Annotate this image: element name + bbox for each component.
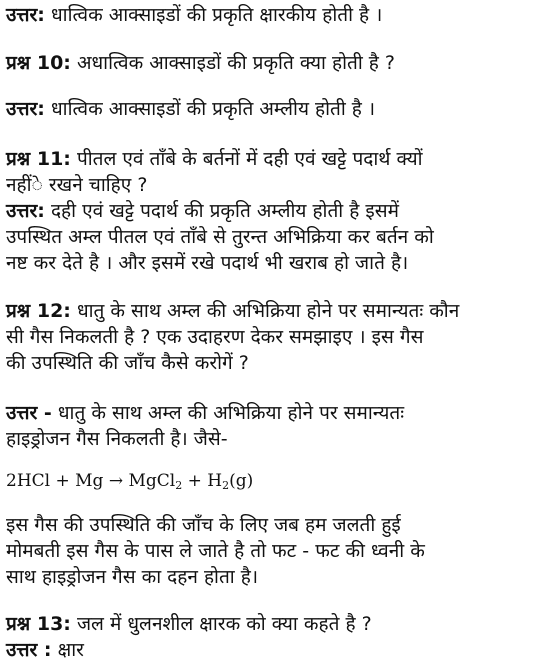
answer-label: उत्तर - bbox=[6, 402, 52, 424]
answer-12-line-4 bbox=[6, 538, 425, 564]
answer-text: धात्विक आक्साइडों की प्रकृति अम्लीय होती है । bbox=[50, 98, 376, 120]
question-11-line-1 bbox=[6, 146, 423, 172]
question-12-line-2 bbox=[6, 324, 423, 350]
question-text: अधात्विक आक्साइडों की प्रकृति क्या होती है ? bbox=[76, 52, 396, 74]
answer-text: साथ हाइड्रोजन गैस का दहन होता है। bbox=[6, 566, 259, 588]
answer-11-line-1 bbox=[6, 198, 399, 224]
answer-10-line-1 bbox=[6, 96, 375, 122]
equation-plus: + bbox=[187, 471, 202, 491]
question-text: की उपस्थिति की जाँच कैसे करोगें ? bbox=[6, 352, 249, 374]
answer-label: उत्तर: bbox=[6, 4, 45, 26]
question-text: नहींे रखने चाहिए ? bbox=[6, 174, 148, 196]
answer-text: मोमबती इस गैस के पास ले जाते है तो फट - फट की ध्वनी के bbox=[6, 540, 425, 562]
question-label: प्रश्न 12: bbox=[6, 300, 71, 322]
answer-label: उत्तर : bbox=[6, 639, 52, 661]
answer-label: उत्तर: bbox=[6, 200, 45, 222]
equation-reactants: 2HCl + Mg → bbox=[6, 471, 124, 491]
answer-text: धातु के साथ अम्ल की अभिक्रिया होने पर समान्यतः bbox=[57, 402, 405, 424]
question-label: प्रश्न 13: bbox=[6, 613, 71, 635]
answer-11-line-3 bbox=[6, 250, 408, 276]
answer-text: क्षार bbox=[57, 639, 84, 661]
question-text: पीतल एवं ताँबे के बर्तनों में दही एवं खट्टे पदार्थ क्यों bbox=[76, 148, 423, 170]
answer-11-line-2 bbox=[6, 224, 434, 250]
question-label: प्रश्न 10: bbox=[6, 52, 71, 74]
answer-12-line-2 bbox=[6, 426, 228, 452]
answer-text: नष्ट कर देते है । और इसमें रखे पदार्थ भी खराब हो जाते है। bbox=[6, 252, 409, 274]
question-12-line-1 bbox=[6, 298, 459, 324]
answer-9-line-1 bbox=[6, 2, 382, 28]
answer-12-line-3 bbox=[6, 512, 401, 538]
equation-product-h2: $H_2(g)$ bbox=[207, 471, 254, 492]
answer-12-line-1 bbox=[6, 400, 404, 426]
answer-text: दही एवं खट्टे पदार्थ की प्रकृति अम्लीय होती है इसमें bbox=[50, 200, 399, 222]
question-10-line-1 bbox=[6, 50, 395, 76]
equation-product-mgcl2: MgCl$_2$ bbox=[128, 471, 183, 492]
answer-text: इस गैस की उपस्थिति की जाँच के लिए जब हम जलती हुई bbox=[6, 514, 401, 536]
answer-13-line-1 bbox=[6, 637, 84, 663]
question-13-line-1 bbox=[6, 611, 372, 637]
question-11-line-2 bbox=[6, 172, 147, 198]
question-text: धातु के साथ अम्ल की अभिक्रिया होने पर समान्यतः कौन bbox=[76, 300, 460, 322]
question-label: प्रश्न 11: bbox=[6, 148, 71, 170]
answer-text: धात्विक आक्साइडों की प्रकृति क्षारकीय होती है । bbox=[50, 4, 383, 26]
question-12-line-3 bbox=[6, 350, 249, 376]
answer-text: हाइड्रोजन गैस निकलती है। जैसे- bbox=[6, 428, 228, 450]
question-text: सी गैस निकलती है ? एक उदाहरण देकर समझाइए । इस गैस bbox=[6, 326, 424, 348]
chemical-equation bbox=[6, 468, 253, 494]
answer-label: उत्तर: bbox=[6, 98, 45, 120]
answer-text: उपस्थित अम्ल पीतल एवं ताँबे से तुरन्त अभिक्रिया कर बर्तन को bbox=[6, 226, 434, 248]
question-text: जल में धुलनशील क्षारक को क्या कहते है ? bbox=[76, 613, 372, 635]
answer-12-line-5 bbox=[6, 564, 258, 590]
